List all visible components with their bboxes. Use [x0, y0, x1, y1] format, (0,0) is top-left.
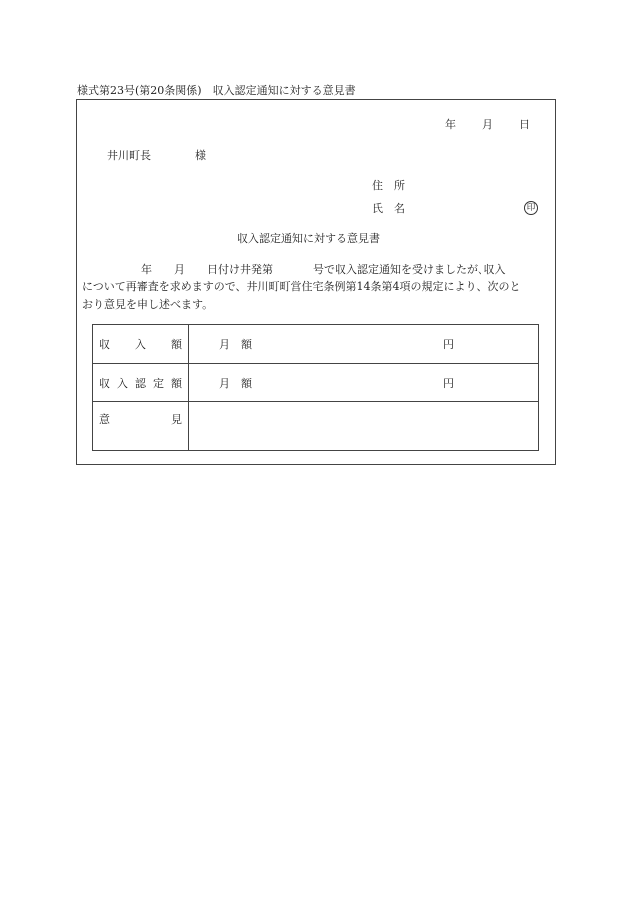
- addressee: [107, 150, 206, 161]
- table-row-certified-income: [93, 364, 539, 402]
- table-row-opinion: [93, 402, 539, 451]
- income-table: [92, 324, 539, 451]
- body-line-1: [82, 264, 506, 275]
- date-line: [445, 119, 530, 130]
- form-title: 様式第23号(第20条関係) 収入認定通知に対する意見書: [77, 84, 356, 97]
- label-char: 額: [171, 338, 182, 351]
- label-char: 額: [171, 376, 182, 390]
- addressee-honorific: 様: [195, 149, 206, 162]
- body-date-prefix: 日付け井発第: [207, 263, 273, 276]
- opinion-label-cell: [93, 402, 189, 451]
- income-value-cell[interactable]: [189, 325, 539, 364]
- monthly-amount-label: 月 額: [219, 338, 252, 351]
- table-row-income: [93, 325, 539, 364]
- address-label: 住 所: [372, 179, 405, 192]
- seal-mark: [524, 201, 538, 215]
- label-char: 定: [153, 376, 164, 390]
- seal-char: 印: [526, 203, 536, 213]
- monthly-amount-label: 月 額: [219, 376, 252, 390]
- label-char: 入: [117, 376, 128, 390]
- date-year-label: 年: [445, 118, 456, 131]
- label-char: 収: [99, 338, 110, 351]
- label-char: 入: [135, 338, 146, 351]
- date-day-label: 日: [519, 118, 530, 131]
- body-month-label: 月: [174, 263, 185, 276]
- name-label: 氏 名: [372, 202, 405, 215]
- label-char: 見: [171, 413, 182, 426]
- addressee-name: 井川町長: [107, 149, 151, 162]
- body-line-1-rest: 号で収入認定通知を受けましたが､収入: [313, 263, 506, 276]
- body-year-label: 年: [141, 263, 152, 276]
- label-char: 認: [135, 376, 146, 390]
- document-heading: 収入認定通知に対する意見書: [237, 232, 380, 245]
- opinion-value-cell[interactable]: [189, 402, 539, 451]
- yen-unit: 円: [443, 338, 454, 351]
- income-label-cell: [93, 325, 189, 364]
- body-line-3: おり意見を申し述べます。: [82, 298, 214, 311]
- date-month-label: 月: [482, 118, 493, 131]
- yen-unit: 円: [443, 376, 454, 390]
- label-char: 収: [99, 376, 110, 390]
- body-line-2: について再審査を求めますので、井川町町営住宅条例第14条第4項の規定により、次のと: [82, 280, 521, 293]
- certified-income-label-cell: [93, 364, 189, 402]
- certified-income-value-cell[interactable]: [189, 364, 539, 402]
- label-char: 意: [99, 413, 110, 426]
